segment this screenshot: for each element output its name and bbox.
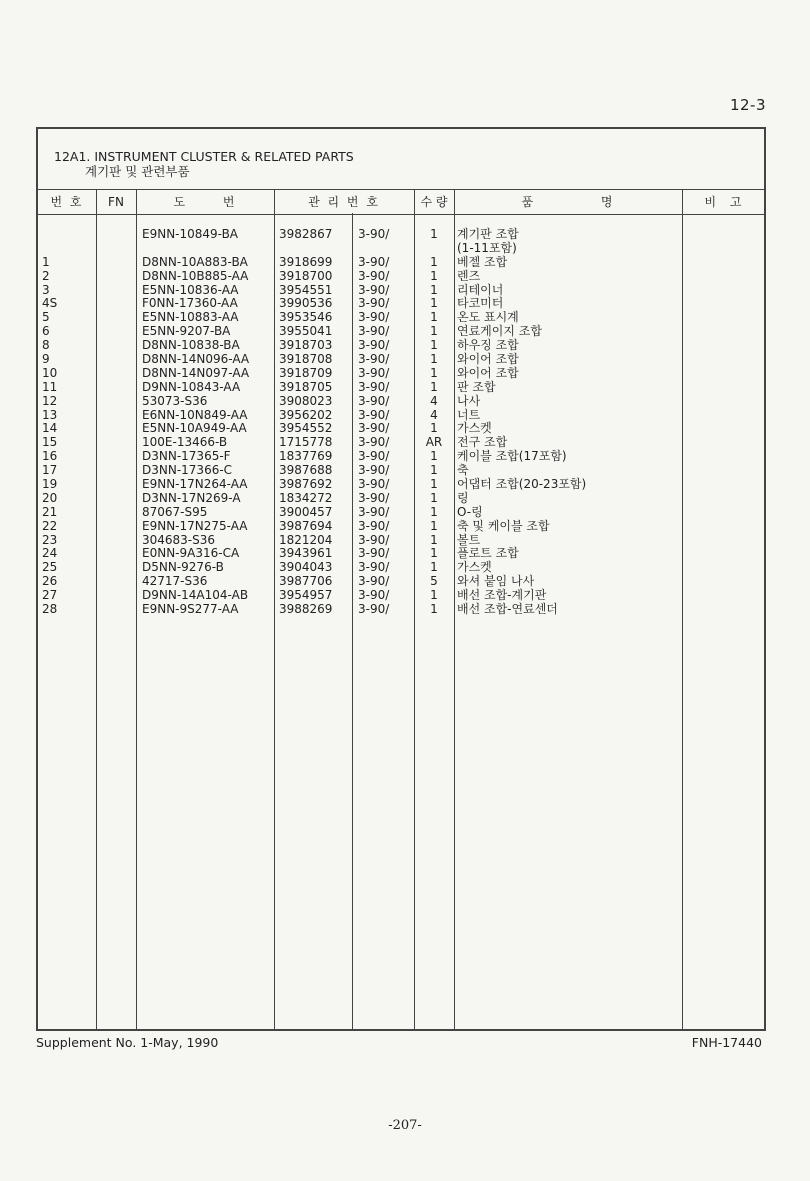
- row-name: 베젤 조합: [457, 254, 508, 269]
- row-version: 3-90/: [358, 324, 390, 339]
- row-version: 3-90/: [358, 463, 390, 478]
- row-control-number: 3918709: [279, 365, 333, 380]
- row-number: 6: [42, 324, 50, 339]
- row-name: 플로트 조합: [457, 546, 519, 561]
- row-name: 리테이너: [457, 282, 504, 297]
- row-name: 연료게이지 조합: [457, 324, 542, 339]
- row-part-number: E9NN-10849-BA: [142, 227, 239, 241]
- row-number: 28: [42, 602, 58, 617]
- row-version: 3-90/: [358, 352, 390, 367]
- row-quantity: 1: [430, 504, 438, 519]
- row-name: 전구 조합: [457, 435, 508, 450]
- row-part-number: E5NN-10836-AA: [142, 282, 239, 297]
- row-quantity: 1: [430, 602, 438, 617]
- row-name: 하우징 조합: [457, 338, 519, 353]
- row-quantity: 1: [430, 490, 438, 505]
- row-part-number: D8NN-10B885-AA: [142, 268, 249, 283]
- row-name: 렌즈: [457, 268, 481, 283]
- row-version: 3-90/: [358, 365, 390, 380]
- section-title-block: [54, 149, 354, 179]
- row-quantity: 1: [430, 296, 438, 311]
- row-name: 축 및 케이블 조합: [457, 518, 550, 533]
- row-quantity: 1: [430, 324, 438, 339]
- row-version: 3-90/: [358, 407, 390, 422]
- row-name: 온도 표시계: [457, 310, 519, 325]
- row-quantity: 1: [430, 365, 438, 380]
- row-control-number: 3918700: [279, 268, 333, 283]
- row-part-number: D3NN-17N269-A: [142, 490, 241, 505]
- row-control-number: 3987694: [279, 518, 333, 533]
- row-part-number: 304683-S36: [142, 532, 216, 547]
- row-part-number: E9NN-17N275-AA: [142, 518, 248, 533]
- row-quantity: 1: [430, 379, 438, 394]
- table-row: [38, 575, 764, 589]
- header-no: 번 호: [50, 195, 84, 209]
- row-number: 27: [42, 588, 58, 603]
- row-name: 어댑터 조합(20-23포함): [457, 477, 587, 492]
- row-number: 3: [42, 282, 50, 297]
- row-version: 3-90/: [358, 588, 390, 603]
- row-quantity: 1: [430, 518, 438, 533]
- row-control-number: 3955041: [279, 324, 333, 339]
- row-part-number: 87067-S95: [142, 504, 208, 519]
- row-name: (1-11포함): [457, 240, 517, 255]
- row-control-number: 3954552: [279, 421, 333, 436]
- row-control-number: 3954551: [279, 282, 333, 297]
- row-quantity: 1: [430, 546, 438, 561]
- table-row: [38, 603, 764, 617]
- row-part-number: 42717-S36: [142, 574, 208, 589]
- header-control-number: 관 리 번 호: [308, 195, 380, 209]
- row-part-number: E6NN-10N849-AA: [142, 407, 248, 422]
- row-version: 3-90/: [358, 393, 390, 408]
- table-row: [38, 284, 764, 298]
- row-number: 14: [42, 421, 58, 436]
- row-quantity: 1: [430, 352, 438, 367]
- row-number: 23: [42, 532, 58, 547]
- row-part-number: E9NN-17N264-AA: [142, 477, 248, 492]
- row-version: 3-90/: [358, 268, 390, 283]
- row-name: 볼트: [457, 532, 481, 547]
- row-number: 11: [42, 379, 58, 394]
- row-number: 16: [42, 449, 58, 464]
- row-version: 3-90/: [358, 296, 390, 311]
- row-number: 8: [42, 338, 50, 353]
- row-quantity: 1: [430, 338, 438, 353]
- table-row: [38, 547, 764, 561]
- row-number: 5: [42, 310, 50, 325]
- row-part-number: E5NN-10883-AA: [142, 310, 239, 325]
- row-number: 21: [42, 504, 58, 519]
- row-name: 와이어 조합: [457, 352, 519, 367]
- row-number: 24: [42, 546, 58, 561]
- row-part-number: 53073-S36: [142, 393, 208, 408]
- row-version: 3-90/: [358, 449, 390, 464]
- table-row: [38, 436, 764, 450]
- row-version: 3-90/: [358, 435, 390, 450]
- row-control-number: 3987692: [279, 477, 333, 492]
- row-control-number: 1834272: [279, 490, 333, 505]
- row-control-number: 3943961: [279, 546, 333, 561]
- row-part-number: D9NN-10843-AA: [142, 379, 241, 394]
- table-row: [38, 589, 764, 603]
- row-number: 22: [42, 518, 58, 533]
- row-control-number: 3918703: [279, 338, 333, 353]
- table-row: [38, 353, 764, 367]
- header-part-number: 도 번: [173, 195, 237, 209]
- row-version: 3-90/: [358, 477, 390, 492]
- row-name: 판 조합: [457, 379, 496, 394]
- row-version: 3-90/: [358, 560, 390, 575]
- row-control-number: 3956202: [279, 407, 333, 422]
- row-quantity: 1: [430, 421, 438, 436]
- row-part-number: 100E-13466-B: [142, 435, 228, 450]
- row-part-number: E9NN-9S277-AA: [142, 602, 239, 617]
- section-subtitle: 계기판 및 관련부품: [85, 164, 190, 179]
- table-row: [38, 297, 764, 311]
- row-part-number: D8NN-14N096-AA: [142, 352, 250, 367]
- row-control-number: 3953546: [279, 310, 333, 325]
- table-row: [38, 395, 764, 409]
- row-version: 3-90/: [358, 421, 390, 436]
- row-quantity: 1: [430, 227, 438, 241]
- table-row: [38, 311, 764, 325]
- table-row: [38, 367, 764, 381]
- table-row: [38, 422, 764, 436]
- row-control-number: 3900457: [279, 504, 333, 519]
- row-version: 3-90/: [358, 574, 390, 589]
- row-quantity: 1: [430, 532, 438, 547]
- row-part-number: F0NN-17360-AA: [142, 296, 238, 311]
- row-version: 3-90/: [358, 504, 390, 519]
- row-name: 와이어 조합: [457, 365, 519, 380]
- row-number: 15: [42, 435, 58, 450]
- row-number: 4S: [42, 296, 58, 311]
- table-row: [38, 520, 764, 534]
- row-quantity: 4: [430, 407, 438, 422]
- row-control-number: 1837769: [279, 449, 333, 464]
- row-version: 3-90/: [358, 254, 390, 269]
- table-row: [38, 450, 764, 464]
- row-control-number: 3987706: [279, 574, 333, 589]
- table-row: [38, 506, 764, 520]
- row-quantity: 1: [430, 588, 438, 603]
- table-body: [38, 228, 764, 617]
- row-name: 타코미터: [457, 296, 504, 311]
- row-part-number: D8NN-10A883-BA: [142, 254, 248, 269]
- row-control-number: 3918708: [279, 352, 333, 367]
- row-name: 가스켓: [457, 421, 492, 436]
- row-part-number: E5NN-9207-BA: [142, 324, 231, 339]
- row-quantity: 1: [430, 449, 438, 464]
- row-version: 3-90/: [358, 338, 390, 353]
- row-quantity: 1: [430, 254, 438, 269]
- row-number: 19: [42, 477, 58, 492]
- row-version: 3-90/: [358, 282, 390, 297]
- row-quantity: 1: [430, 310, 438, 325]
- row-name: 링: [457, 490, 469, 505]
- row-version: 3-90/: [358, 227, 390, 241]
- row-name: 축: [457, 463, 469, 478]
- row-version: 3-90/: [358, 532, 390, 547]
- row-name: 배선 조합-계기판: [457, 588, 547, 603]
- section-title: 12A1. INSTRUMENT CLUSTER & RELATED PARTS: [54, 149, 354, 164]
- header-quantity: 수 량: [420, 195, 448, 209]
- row-quantity: 1: [430, 463, 438, 478]
- row-control-number: 3954957: [279, 588, 333, 603]
- header-fn: FN: [108, 195, 124, 209]
- row-version: 3-90/: [358, 546, 390, 561]
- table-row: [38, 561, 764, 575]
- row-number: 25: [42, 560, 58, 575]
- table-row: [38, 242, 764, 256]
- row-part-number: D8NN-14N097-AA: [142, 365, 250, 380]
- row-number: 10: [42, 365, 58, 380]
- header-name: 품 명: [521, 195, 615, 209]
- row-part-number: D9NN-14A104-AB: [142, 588, 249, 603]
- row-version: 3-90/: [358, 490, 390, 505]
- row-part-number: D3NN-17366-C: [142, 463, 233, 478]
- row-control-number: 3982867: [279, 227, 333, 241]
- row-control-number: 3904043: [279, 560, 333, 575]
- row-version: 3-90/: [358, 310, 390, 325]
- table-row: [38, 409, 764, 423]
- row-control-number: 3987688: [279, 463, 333, 478]
- row-control-number: 1715778: [279, 435, 333, 450]
- row-control-number: 3918699: [279, 254, 333, 269]
- row-name: 배선 조합-연료센더: [457, 602, 558, 617]
- table-row: [38, 464, 764, 478]
- header-remarks: 비 고: [704, 195, 744, 209]
- table-row: [38, 478, 764, 492]
- row-quantity: 1: [430, 268, 438, 283]
- row-number: 13: [42, 407, 58, 422]
- row-part-number: D3NN-17365-F: [142, 449, 231, 464]
- table-row: [38, 339, 764, 353]
- row-quantity: 1: [430, 477, 438, 492]
- row-name: 너트: [457, 407, 481, 422]
- row-quantity: 1: [430, 282, 438, 297]
- row-quantity: AR: [425, 435, 443, 450]
- table-row: [38, 270, 764, 284]
- row-number: 1: [42, 254, 50, 269]
- page-number-bottom: -207-: [388, 1118, 422, 1133]
- table-row: [38, 534, 764, 548]
- page-number-top: 12-3: [729, 96, 766, 114]
- row-name: 케이블 조합(17포함): [457, 449, 567, 464]
- row-name: 가스켓: [457, 560, 492, 575]
- supplement-note: Supplement No. 1-May, 1990: [36, 1035, 219, 1050]
- row-number: 20: [42, 490, 58, 505]
- row-part-number: D8NN-10838-BA: [142, 338, 240, 353]
- row-part-number: E0NN-9A316-CA: [142, 546, 240, 561]
- row-name: 계기판 조합: [457, 227, 519, 241]
- row-version: 3-90/: [358, 602, 390, 617]
- table-row: [38, 325, 764, 339]
- row-name: 나사: [457, 393, 481, 408]
- table-header: [38, 189, 764, 215]
- row-number: 17: [42, 463, 58, 478]
- row-version: 3-90/: [358, 518, 390, 533]
- row-number: 12: [42, 393, 58, 408]
- row-quantity: 4: [430, 393, 438, 408]
- row-name: O-링: [457, 504, 483, 519]
- parts-table-frame: [36, 127, 766, 1031]
- table-row: [38, 381, 764, 395]
- row-version: 3-90/: [358, 379, 390, 394]
- table-row: [38, 228, 764, 242]
- row-name: 와셔 붙임 나사: [457, 574, 535, 589]
- row-part-number: D5NN-9276-B: [142, 560, 224, 575]
- row-part-number: E5NN-10A949-AA: [142, 421, 247, 436]
- row-control-number: 1821204: [279, 532, 333, 547]
- row-control-number: 3988269: [279, 602, 333, 617]
- table-row: [38, 256, 764, 270]
- row-quantity: 5: [430, 574, 438, 589]
- row-control-number: 3918705: [279, 379, 333, 394]
- table-row: [38, 492, 764, 506]
- row-number: 2: [42, 268, 50, 283]
- row-control-number: 3990536: [279, 296, 333, 311]
- row-number: 26: [42, 574, 58, 589]
- document-id: FNH-17440: [691, 1035, 762, 1050]
- row-number: 9: [42, 352, 50, 367]
- row-control-number: 3908023: [279, 393, 333, 408]
- row-quantity: 1: [430, 560, 438, 575]
